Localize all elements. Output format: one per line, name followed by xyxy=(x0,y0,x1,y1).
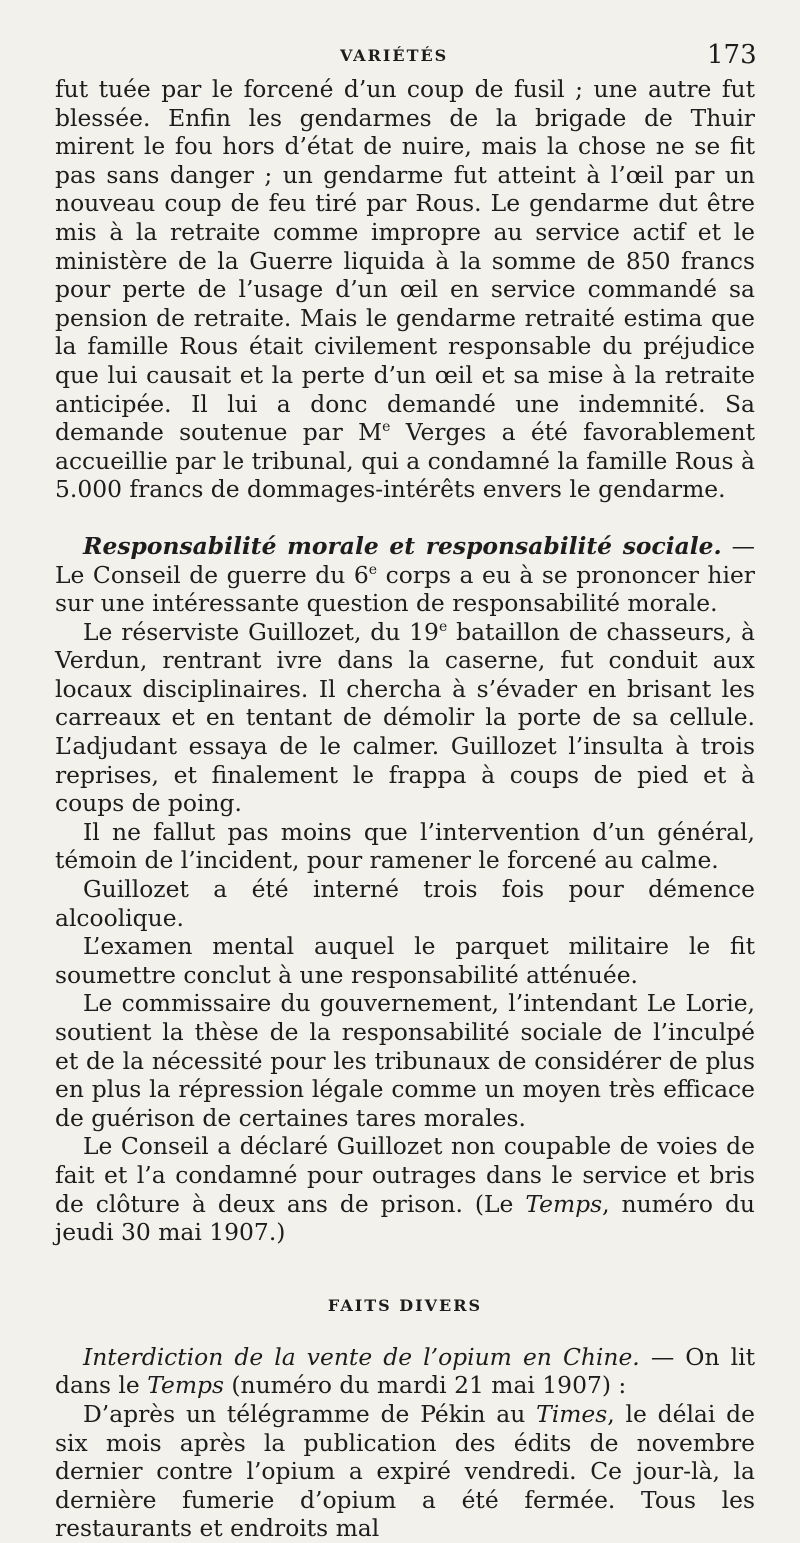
paragraph-text: Le Conseil a déclaré Guillozet non coupable de voies de fait et l’a condamné pour outrages dans le service et bris de clôture à deux ans de prison. (Le xyxy=(55,1132,755,1218)
paragraph-text: bataillon de chasseurs, à Verdun, rentrant ivre dans la caserne, fut conduit aux locaux disciplinaires. Il chercha à s’évader en brisant les carreaux et en tentant de démolir la porte de sa cellule. L’adjudant essaya de le calmer. Guillozet l’insulta à trois reprises, et finalement le frappa à coups de pied et à coups de poing. xyxy=(55,617,755,818)
superscript: e xyxy=(368,561,378,578)
journal-name: Temps xyxy=(525,1189,603,1218)
paragraph-text: , le délai de six mois après la publication des édits de novembre dernier contre l’opium a expiré vendredi. Ce jour-là, la dernière fumerie d’opium a été fermée. Tous les restaurants et endroits mal xyxy=(55,1399,755,1543)
paragraph-opium-body xyxy=(55,1400,755,1543)
page-header xyxy=(0,40,800,74)
paragraph-verdict xyxy=(55,1132,755,1246)
paragraph-text: — On lit dans le xyxy=(55,1342,755,1400)
paragraph-text: corps a eu à se prononcer hier sur une intéressante question de responsabilité morale. xyxy=(55,560,755,618)
paragraph-intervention: Il ne fallut pas moins que l’intervention d’un général, témoin de l’incident, pour ramener le forcené au calme. xyxy=(55,817,755,875)
paragraph-opium-intro xyxy=(55,1343,755,1400)
paragraph-text: (numéro du mardi 21 mai 1907) : xyxy=(223,1371,627,1400)
paragraph-text: , numéro du jeudi 30 mai 1907.) xyxy=(55,1189,755,1247)
paragraph-text: fut tuée par le forcené d’un coup de fusil ; une autre fut blessée. Enfin les gendarmes de la brigade de Thuir mirent le fou hors d’état de nuire, mais la chose ne se fit pas sans danger ; un gendarme fut atteint à l’œil par un nouveau coup de feu tiré par Rous. Le gendarme dut être mis à la retraite comme impropre au service actif et le ministère de la Guerre liquida à la somme de 850 francs pour perte de l’usage d’un œil en service commandé sa pension de retraite. Mais le gendarme retraité estima que la famille Rous était civilement responsable du préjudice que lui causait et la perte d’un œil et sa mise à la retraite anticipée. Il lui a donc demandé une indemnité. Sa demande soutenue par M xyxy=(55,75,755,447)
paragraph-guillozet xyxy=(55,618,755,818)
paragraph-continuation xyxy=(55,75,755,504)
section-title: FAITS DIVERS xyxy=(327,1295,483,1315)
paragraph-text: — Le Conseil de guerre du 6 xyxy=(55,531,755,589)
article-title: Responsabilité morale et responsabilité sociale. xyxy=(83,531,722,560)
paragraph-commissaire: Le commissaire du gouvernement, l’intendant Le Lorie, soutient la thèse de la responsabilité sociale de l’inculpé et de la nécessité pour les tribunaux de considérer de plus en plus la répression légale comme un moyen très efficace de guérison de certaines tares morales. xyxy=(55,989,755,1132)
journal-name: Temps xyxy=(147,1371,224,1400)
paragraph-text: Verges a été favorablement accueillie par le tribunal, qui a condamné la famille Rous à 5.000 francs de dommages-intérêts envers le gendarme. xyxy=(55,418,755,504)
paragraph-text: D’après un télégramme de Pékin au xyxy=(83,1399,537,1428)
article-title: Interdiction de la vente de l’opium en Chine. xyxy=(83,1342,640,1371)
running-head: VARIÉTÉS xyxy=(340,46,449,65)
superscript: e xyxy=(438,618,448,635)
paragraph-interne: Guillozet a été interné trois fois pour démence alcoolique. xyxy=(55,875,755,932)
page-number: 173 xyxy=(707,40,757,70)
paragraph-examen: L’examen mental auquel le parquet militaire le fit soumettre conclut à une responsabilité atténuée. xyxy=(55,932,755,989)
paragraph-responsabilite xyxy=(55,532,755,618)
paragraph-text: Le réserviste Guillozet, du 19 xyxy=(83,617,439,646)
superscript: e xyxy=(382,419,391,436)
journal-name: Times xyxy=(536,1399,608,1428)
body-text xyxy=(55,75,755,1543)
